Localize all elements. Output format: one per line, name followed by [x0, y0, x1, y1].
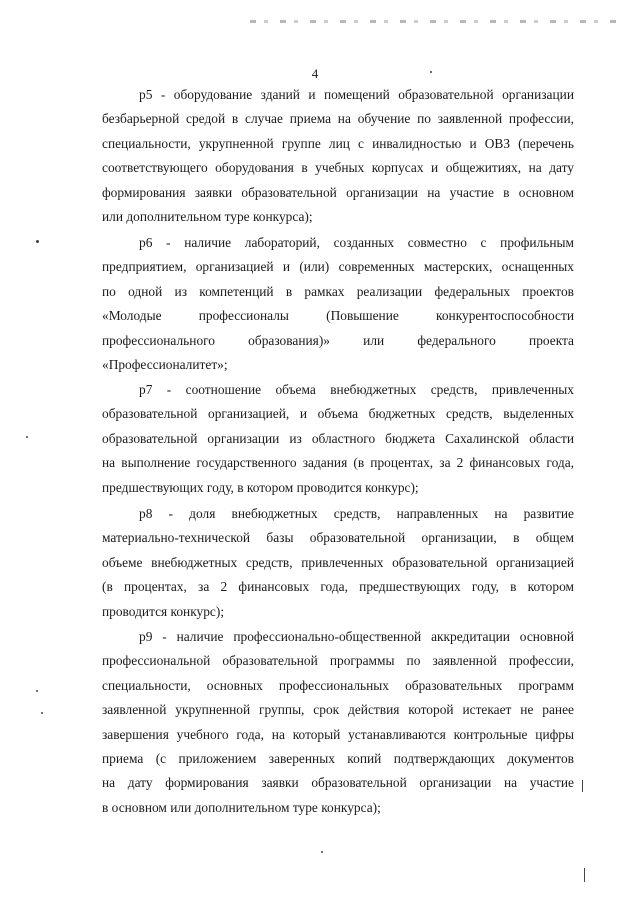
paragraph-line: р8 - доля внебюджетных средств, направленных на развитие [139, 506, 574, 521]
paragraph-line: (в процентах, за 2 финансовых года, предшествующих году, в котором [102, 579, 574, 595]
scan-speck [321, 851, 323, 853]
scan-speck [36, 240, 39, 243]
scan-speck [582, 780, 583, 792]
paragraph-p9 [102, 625, 574, 820]
paragraph-line: на выполнение государственного задания (в процентах, за 2 финансовых года, [102, 455, 574, 471]
paragraph-p8 [102, 502, 574, 624]
paragraph-line: формирования заявки образовательной организации на участие в основном [102, 184, 574, 200]
scan-speck [26, 436, 28, 438]
paragraph-line: специальности, основных профессиональных образовательных программ [102, 677, 574, 693]
paragraph-line: приема (с приложением заверенных копий подтверждающих документов [102, 750, 574, 766]
paragraph-line: специальности, укрупненной группе лиц с инвалидностью и ОВЗ (перечень [102, 135, 574, 151]
paragraph-line: р5 - оборудование зданий и помещений образовательной организации [139, 87, 574, 102]
paragraph-line: проводится конкурс); [102, 603, 225, 619]
paragraph-line: предприятием, организацией и (или) современных мастерских, оснащенных [102, 259, 574, 275]
paragraph-line: заявленной укрупненной группы, срок действия которой истекает не ранее [102, 702, 574, 718]
scan-speck [41, 712, 43, 714]
scan-speck [36, 690, 38, 692]
paragraph-line: профессиональной образовательной программы по заявленной профессии, [102, 653, 574, 669]
paragraph-p7 [102, 378, 574, 500]
scan-artifact [250, 20, 620, 23]
paragraph-line: «Профессионалитет»; [102, 356, 228, 372]
paragraph-line: образовательной организацией, и объема бюджетных средств, выделенных [102, 406, 574, 422]
page-number: 4 [311, 66, 319, 81]
paragraph-line: по одной из компетенций в рамках реализации федеральных проектов [102, 283, 574, 299]
paragraph-line: р7 - соотношение объема внебюджетных средств, привлеченных [139, 382, 574, 397]
paragraph-line: на дату формирования заявки образовательной организации на участие [102, 775, 574, 791]
paragraph-line: безбарьерной средой в случае приема на обучение по заявленной профессии, [102, 111, 574, 127]
paragraph-line: завершения учебного года, на который устанавливаются контрольные цифры [102, 726, 574, 742]
scan-speck [584, 868, 585, 882]
paragraph-line: «Молодые профессионалы (Повышение конкурентоспособности [102, 308, 574, 324]
paragraph-line: или дополнительном туре конкурса); [102, 208, 313, 224]
paragraph-line: профессионального образования)» или федерального проекта [102, 332, 574, 348]
paragraph-line: материально-технической базы образовательной организации, в общем [102, 530, 574, 546]
paragraph-line: соответствующего оборудования в учебных корпусах и общежитиях, на дату [102, 160, 574, 176]
paragraph-line: образовательной организации из областного бюджета Сахалинской области [102, 430, 574, 446]
paragraph-line: р6 - наличие лабораторий, созданных совместно с профильным [139, 235, 574, 250]
scan-speck [430, 71, 432, 73]
paragraph-line: р9 - наличие профессионально-общественной аккредитации основной [139, 629, 574, 644]
paragraph-p5 [102, 83, 574, 229]
paragraph-p6 [102, 231, 574, 377]
paragraph-line: в основном или дополнительном туре конкурса); [102, 799, 381, 815]
paragraph-line: объеме внебюджетных средств, привлеченных образовательной организацией [102, 554, 574, 570]
paragraph-line: предшествующих году, в котором проводится конкурс); [102, 479, 419, 495]
